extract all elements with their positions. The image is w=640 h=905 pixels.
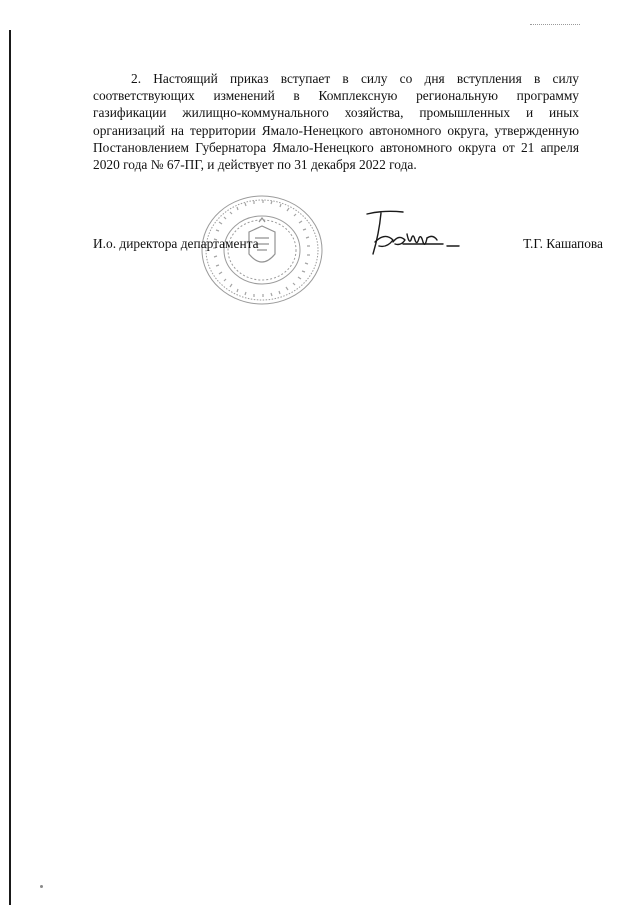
scan-dot <box>40 885 43 888</box>
signatory-position: И.о. директора департамента <box>93 236 259 251</box>
order-paragraph-2: 2. Настоящий приказ вступает в силу со дня вступления в силу соответствующих изменений в Комплексную региональную программу газификации жилищно-коммунального хозяйства, промышленных и иных организаций на территории Ямало-Ненецкого автономного округа, утвержденную Постановлением Губернатора Ямало-Ненецкого автономного округа от 21 апреля 2020 года № 67-ПГ, и действует по 31 декабря 2022 года. <box>93 71 579 173</box>
signatory-name: Т.Г. Кашапова <box>523 236 603 251</box>
handwritten-signature-icon <box>363 204 463 264</box>
scan-edge-line <box>9 30 11 905</box>
scan-corner-mark <box>530 24 580 26</box>
signature-block <box>93 235 603 255</box>
